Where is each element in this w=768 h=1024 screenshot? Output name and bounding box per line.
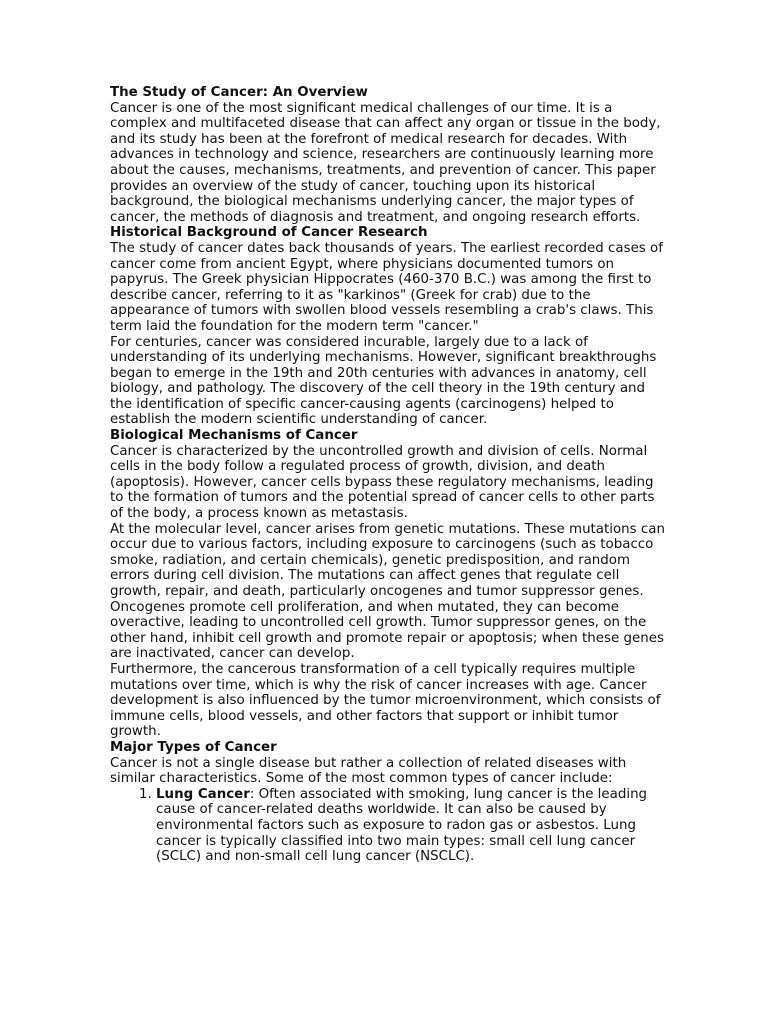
biology-paragraph-1: Cancer is characterized by the uncontrolled growth and division of cells. Normal cells in the body follow a regulated process of growth, division, and death (apoptosis). However, cancer cells bypass these regulatory mechanisms, leading to the formation of tumors and the potential spread of cancer cells to other parts of the body, a process known as metastasis. xyxy=(110,443,655,522)
biology-paragraph-2: At the molecular level, cancer arises from genetic mutations. These mutations can occur due to various factors, including exposure to carcinogens (such as tobacco smoke, radiation, and certain chemicals), genetic predisposition, and random errors during cell division. The mutations can affect genes that regulate cell growth, repair, and death, particularly oncogenes and tumor suppressor genes. Oncogenes promote cell proliferation, and when mutated, they can become overactive, leading to uncontrolled cell growth. Tumor suppressor genes, on the other hand, inhibit cell growth and promote repair or apoptosis; when these genes are inactivated, cancer can develop. xyxy=(110,521,665,662)
types-heading: Major Types of Cancer xyxy=(110,739,277,755)
history-paragraph-2: For centuries, cancer was considered incurable, largely due to a lack of understanding of its underlying mechanisms. However, significant breakthroughs began to emerge in the 19th and 20th centuries with advances in anatomy, cell biology, and pathology. The discovery of the cell theory in the 19th century and the identification of specific cancer-causing agents (carcinogens) helped to establish the modern scientific understanding of cancer. xyxy=(110,334,657,428)
list-item-term: Lung Cancer xyxy=(156,786,250,802)
list-item-text: : Often associated with smoking, lung cancer is the leading cause of cancer-related deaths worldwide. It can also be caused by environmental factors such as exposure to radon gas or asbestos. Lung cancer is typically classified into two main types: small cell lung cancer (SCLC) and non-small cell lung cancer (NSCLC). xyxy=(156,786,648,865)
document-page xyxy=(110,85,665,865)
list-item xyxy=(156,787,665,865)
biology-paragraph-3: Furthermore, the cancerous transformation of a cell typically requires multiple mutations over time, which is why the risk of cancer increases with age. Cancer development is also influenced by the tumor microenvironment, which consists of immune cells, blood vessels, and other factors that support or inhibit tumor growth. xyxy=(110,661,661,740)
history-heading: Historical Background of Cancer Research xyxy=(110,225,428,241)
history-paragraph-1: The study of cancer dates back thousands of years. The earliest recorded cases of cancer come from ancient Egypt, where physicians documented tumors on papyrus. The Greek physician Hippocrates (460-370 B.C.) was among the first to describe cancer, referring to it as "karkinos" (Greek for crab) due to the appearance of tumors with swollen blood vessels resembling a crab's claws. This term laid the foundation for the modern term "cancer." xyxy=(110,240,663,334)
cancer-types-list xyxy=(110,787,665,865)
biology-heading: Biological Mechanisms of Cancer xyxy=(110,428,358,444)
document-title: The Study of Cancer: An Overview xyxy=(110,85,368,100)
intro-paragraph: Cancer is one of the most significant medical challenges of our time. It is a complex and multifaceted disease that can affect any organ or tissue in the body, and its study has been at the forefront of medical research for decades. With advances in technology and science, researchers are continuously learning more about the causes, mechanisms, treatments, and prevention of cancer. This paper provides an overview of the study of cancer, touching upon its historical background, the biological mechanisms underlying cancer, the major types of cancer, the methods of diagnosis and treatment, and ongoing research efforts. xyxy=(110,100,661,225)
types-paragraph-1: Cancer is not a single disease but rather a collection of related diseases with similar characteristics. Some of the most common types of cancer include: xyxy=(110,755,627,787)
